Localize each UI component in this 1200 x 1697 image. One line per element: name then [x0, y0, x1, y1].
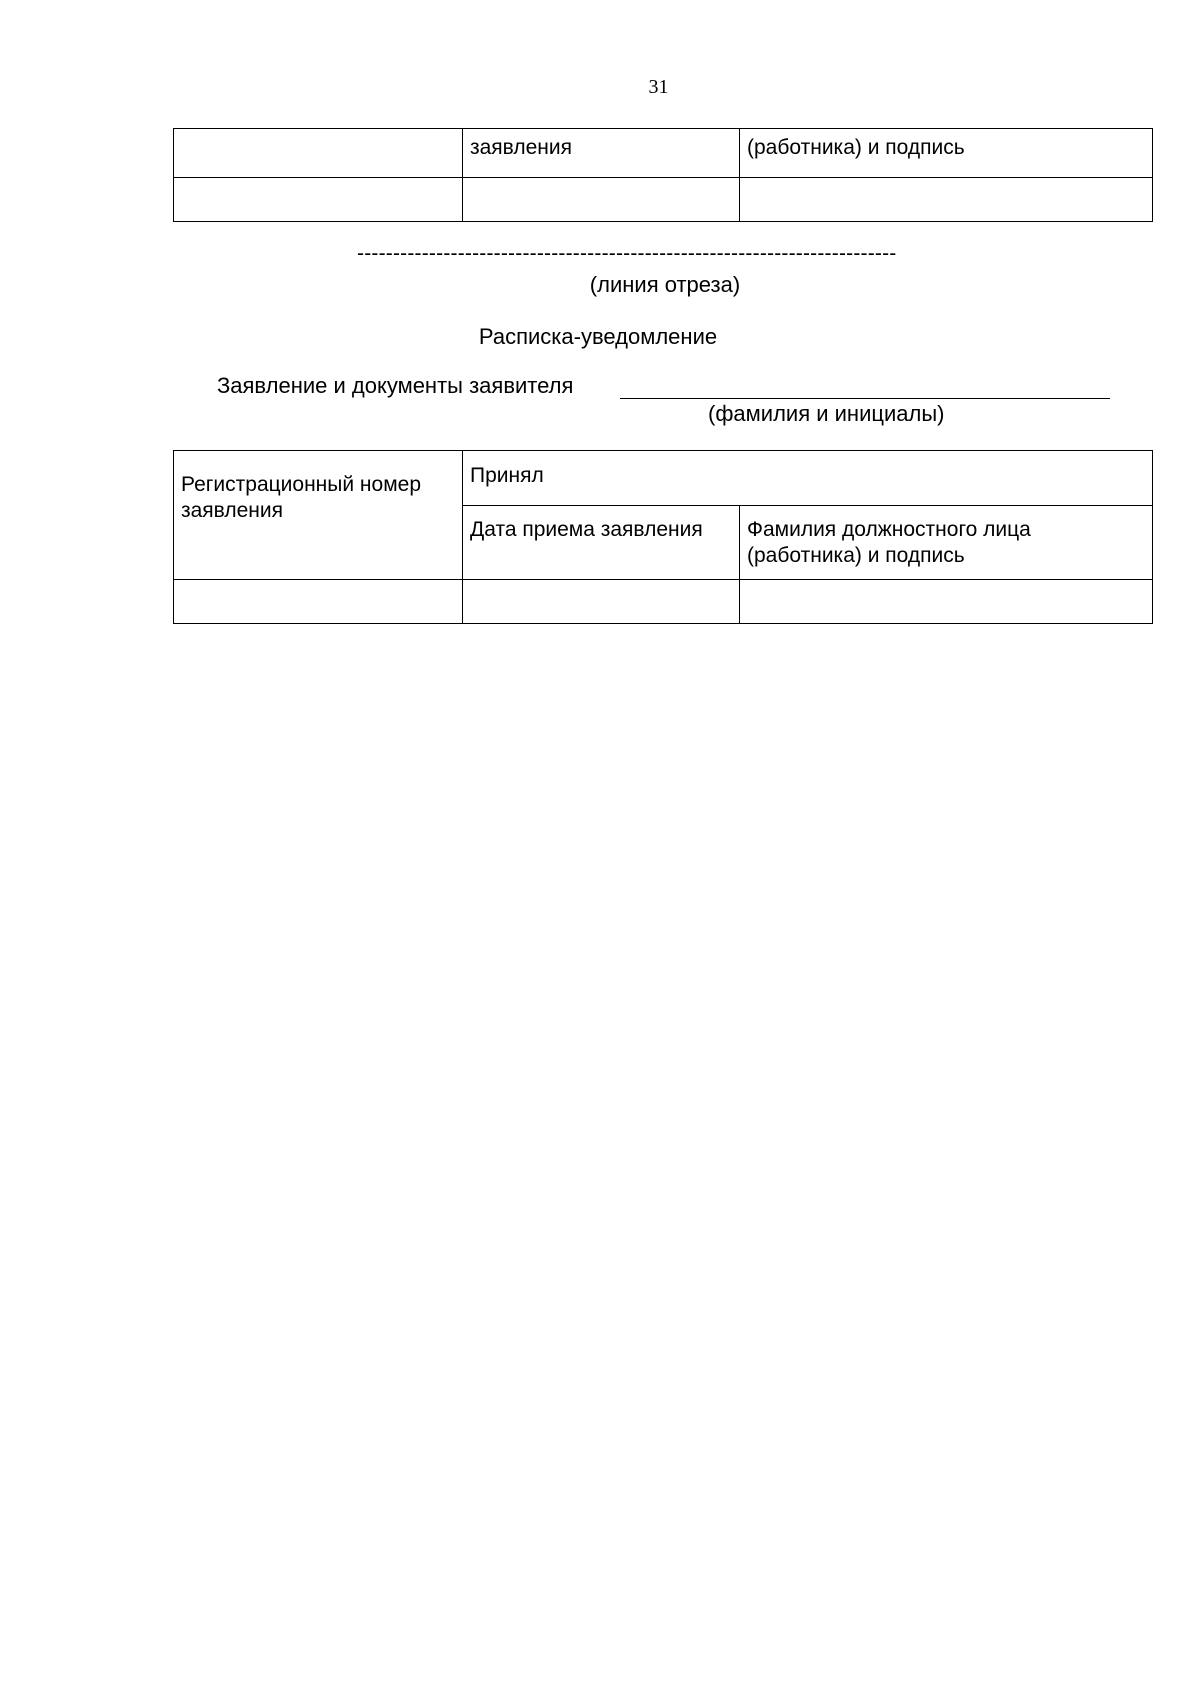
date-header: Дата приема заявления: [463, 506, 740, 580]
table-cell: [174, 580, 463, 624]
accepted-header: Принял: [463, 451, 1153, 506]
statement-label: Заявление и документы заявителя: [217, 373, 574, 398]
table-cell: (работника) и подпись: [740, 129, 1153, 178]
table-cell: [740, 580, 1153, 624]
table-cell: [463, 580, 740, 624]
table-row: [174, 129, 1153, 178]
table-cell: [174, 129, 463, 178]
page-number: 31: [648, 76, 669, 98]
table-cell: [463, 178, 740, 222]
receipt-table: [173, 450, 1153, 624]
table-row: [174, 580, 1153, 624]
applicant-name-caption: (фамилия и инициалы): [708, 401, 945, 426]
table-header-row: [174, 451, 1153, 506]
table-cell: заявления: [463, 129, 740, 178]
table-cell: [174, 178, 463, 222]
receipt-title: Расписка-уведомление: [478, 324, 718, 349]
table-row: [174, 178, 1153, 222]
applicant-name-blank: [620, 398, 1110, 399]
cut-line-caption: (линия отреза): [589, 272, 741, 297]
cut-line-dashes: ---------------------------------------------------------------------------: [357, 242, 897, 265]
top-table-continuation: [173, 128, 1153, 222]
official-header: Фамилия должностного лица (работника) и подпись: [740, 506, 1153, 580]
table-cell: [740, 178, 1153, 222]
reg-number-header: Регистрационный номер заявления: [174, 451, 463, 580]
